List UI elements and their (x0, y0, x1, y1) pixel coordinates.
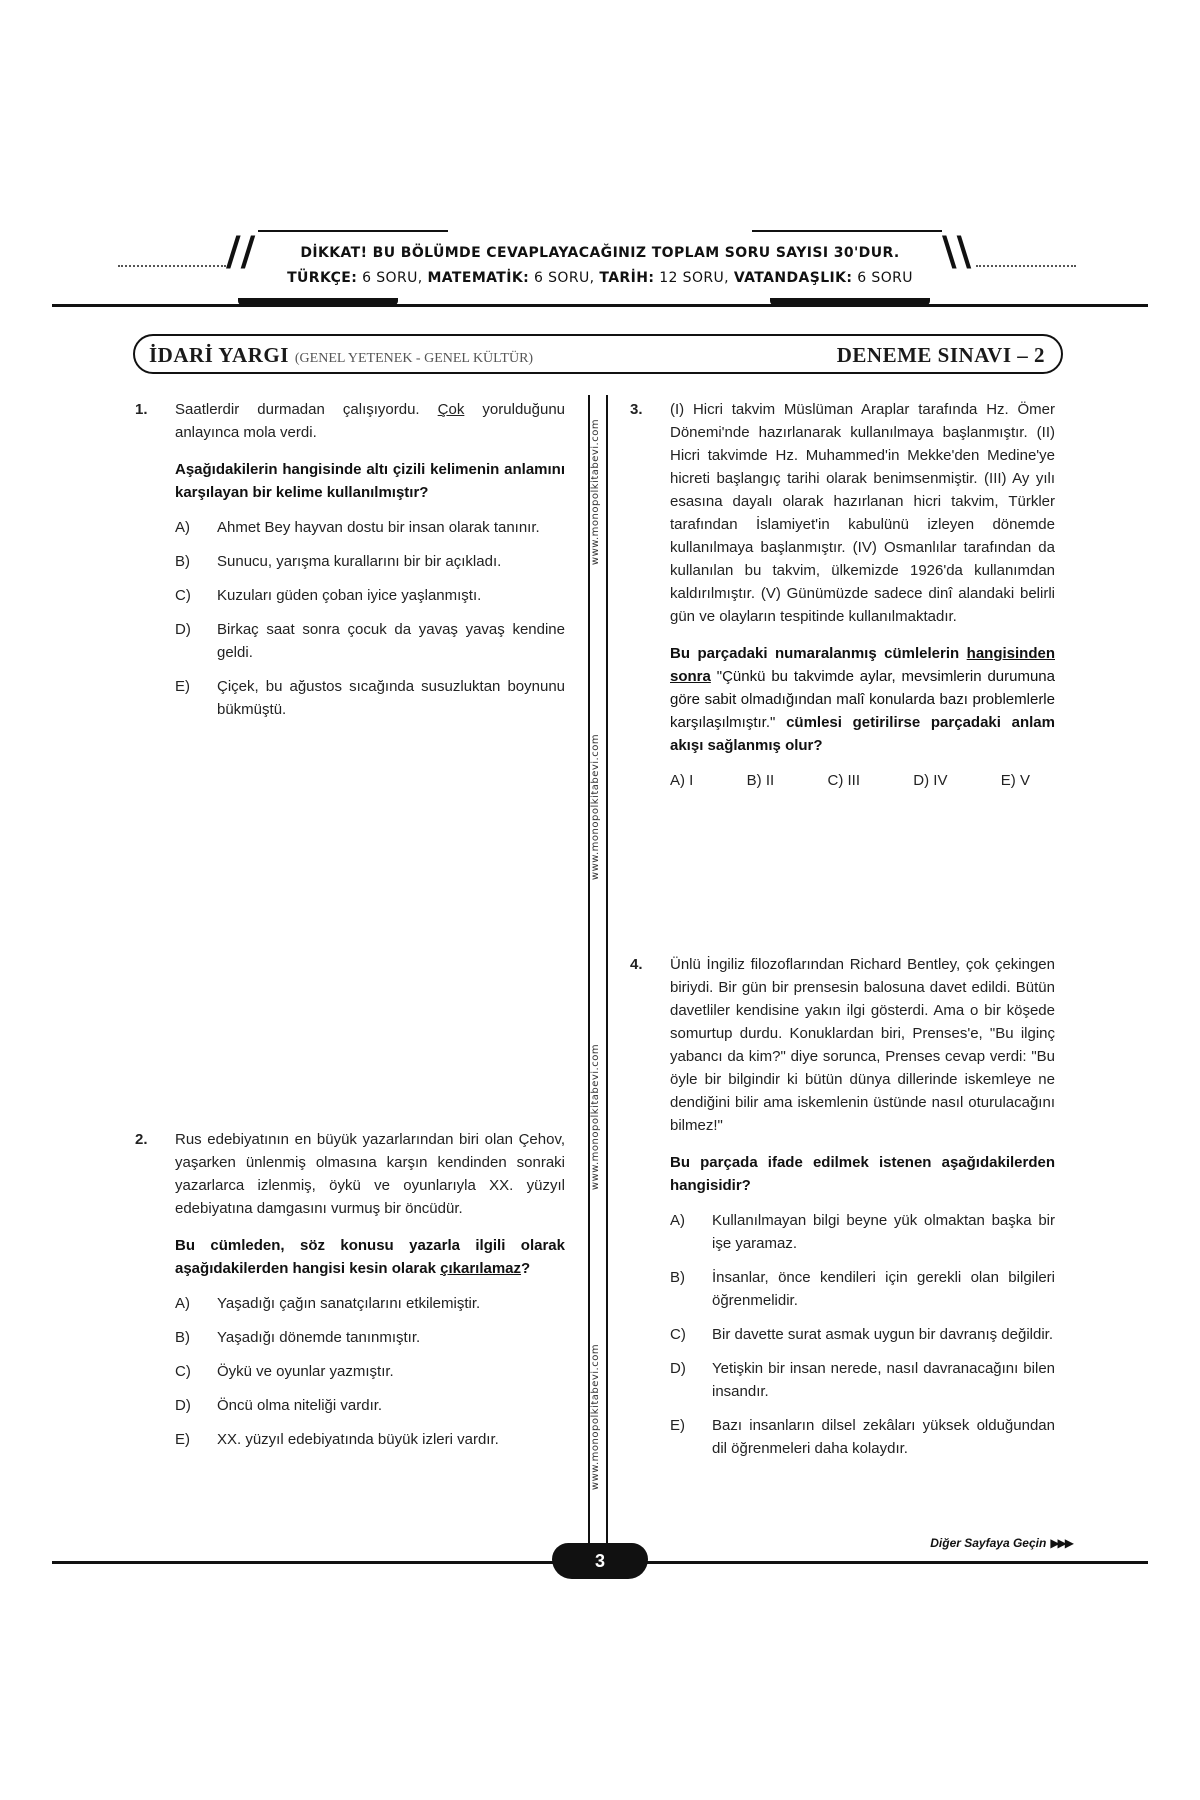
exam-title (149, 343, 533, 368)
option-text: Çiçek, bu ağustos sıcağında susuzluktan boynunu bükmüştü. (217, 678, 565, 718)
banner-bottom-rule (52, 304, 1148, 307)
option-text: Yaşadığı dönemde tanınmıştır. (217, 1329, 421, 1346)
underlined-phrase: hangisinden sonra (670, 645, 1055, 685)
question-stem: Ünlü İngiliz filozoflarından Richard Bentley, çok çekingen biriydi. Bir gün bir prensesin balosuna davet edildi. Bütün davetliler kendisine yakın ilgi gösterdi. Ama o bir köşede somurtup durdu. Konuklardan biri, Prenses'e, "Bu ilginç yabancı da kim?" diye sorunca, Prenses cevap verdi: "Bu öyle bir bilgindir ki bütün dünya dillerinde iskemleye ne dendiğini bilir ama iskemlenin üstünde nasıl oturulacağını bilmez!" (670, 956, 1055, 1134)
underlined-word: Çok (437, 401, 465, 418)
page-number: 3 (552, 1543, 648, 1579)
banner-right-dash (976, 265, 1076, 267)
option-text: Birkaç saat sonra çocuk da yavaş yavaş kendine geldi. (217, 621, 565, 661)
count-label-turkce: TÜRKÇE: (287, 270, 358, 286)
option-text: Kullanılmayan bilgi beyne yük olmaktan başka bir işe yaramaz. (712, 1212, 1055, 1252)
prompt-text: ? (521, 1260, 531, 1277)
question-prompt: Bu parçada ifade edilmek istenen aşağıdakilerden hangisidir? (670, 1154, 1055, 1194)
count-label-vatandaslik: VATANDAŞLIK: (733, 270, 853, 286)
banner-left-dash (118, 265, 226, 267)
count-value-vatandaslik: 6 SORU (852, 270, 913, 286)
option-c[interactable] (670, 1323, 1055, 1346)
question-2 (135, 1128, 565, 1462)
question-1 (135, 398, 565, 732)
option-letter: E) (175, 1431, 190, 1448)
option-d[interactable] (175, 1394, 565, 1417)
next-page-label: Diğer Sayfaya Geçin (930, 1536, 1047, 1550)
question-stem (175, 398, 565, 444)
question-prompt (670, 642, 1055, 757)
question-number: 1. (135, 401, 148, 418)
inline-options (670, 769, 1030, 792)
banner-warning: DİKKAT! BU BÖLÜMDE CEVAPLAYACAĞINIZ TOPLAM SORU SAYISI 30'DUR. (300, 245, 900, 261)
option-a[interactable] (175, 1292, 565, 1315)
arrow-right-icon: ▶▶▶ (1050, 1536, 1072, 1550)
question-stem: Rus edebiyatının en büyük yazarlarından biri olan Çehov, yaşarken ünlenmiş olmasına karşın kendinden sonraki yazarlarca izlenmiş, öykü ve oyunlarıyla XX. yüzyıl edebiyatına damgasını vurmuş bir öncüdür. (175, 1131, 565, 1217)
option-letter: E) (670, 1417, 685, 1434)
option-letter: D) (175, 1397, 191, 1414)
option-a[interactable] (670, 1209, 1055, 1255)
option-letter: E) (175, 678, 190, 695)
question-number: 3. (630, 401, 643, 418)
option-text: Yaşadığı çağın sanatçılarını etkilemiştir. (217, 1295, 481, 1312)
question-number: 4. (630, 956, 643, 973)
watermark-3: www.monopolkitabevi.com (590, 1043, 601, 1191)
option-text: Bir davette surat asmak uygun bir davranış değildir. (712, 1326, 1054, 1343)
option-letter: A) (175, 1295, 190, 1312)
option-text: Öncü olma niteliği vardır. (217, 1397, 383, 1414)
option-letter: A) (670, 1212, 685, 1229)
option-text: Öykü ve oyunlar yazmıştır. (217, 1363, 394, 1380)
option-b[interactable] (670, 1266, 1055, 1312)
question-4 (630, 953, 1055, 1471)
exam-title-text: İDARİ YARGI (149, 343, 289, 367)
stem-text: Saatlerdir durmadan çalışıyordu. (175, 401, 438, 418)
watermark-4: www.monopolkitabevi.com (590, 1343, 601, 1491)
option-text: Ahmet Bey hayvan dostu bir insan olarak tanınır. (217, 519, 540, 536)
next-page-link[interactable] (930, 1536, 1072, 1550)
question-prompt: Aşağıdakilerin hangisinde altı çizili kelimenin anlamını karşılayan bir kelime kullanılmıştır? (175, 461, 565, 501)
question-prompt (175, 1234, 565, 1280)
option-text: Sunucu, yarışma kurallarını bir bir açıkladı. (217, 553, 502, 570)
option-e[interactable]: E) V (1000, 772, 1030, 789)
option-e[interactable] (175, 1428, 565, 1451)
watermark-1: www.monopolkitabevi.com (590, 418, 601, 566)
option-d[interactable] (670, 1357, 1055, 1403)
quoted-sentence: "Çünkü bu takvimde aylar, mevsimlerin durumuna göre sabit olmadığından malî konularda bazı problemlerle karşılaşılmıştır." (670, 668, 1055, 731)
question-number: 2. (135, 1131, 148, 1148)
option-a[interactable]: A) I (670, 772, 694, 789)
column-divider-right (606, 395, 608, 1550)
option-letter: C) (175, 1363, 191, 1380)
prompt-text: Bu parçadaki numaralanmış cümlelerin (670, 645, 967, 662)
stem-text: yorulduğunu anlayınca mola verdi. (175, 401, 565, 441)
option-d[interactable]: D) IV (913, 772, 948, 789)
option-letter: C) (175, 587, 191, 604)
option-letter: B) (175, 553, 190, 570)
banner-right-slashes: \\ (942, 229, 972, 275)
exam-name: DENEME SINAVI – 2 (836, 343, 1045, 367)
prompt-text: cümlesi getirilirse parçadaki anlam akışı sağlanmış olur? (670, 714, 1055, 754)
option-e[interactable] (175, 675, 565, 721)
option-b[interactable]: B) II (746, 772, 775, 789)
option-letter: B) (175, 1329, 190, 1346)
option-d[interactable] (175, 618, 565, 664)
option-text: Yetişkin bir insan nerede, nasıl davranacağını bilen insandır. (712, 1360, 1055, 1400)
option-c[interactable] (175, 584, 565, 607)
banner-left-slashes: // (226, 229, 256, 275)
option-text: Bazı insanların dilsel zekâları yüksek olduğundan dil öğrenmeleri daha kolaydır. (712, 1417, 1055, 1457)
option-c[interactable]: C) III (827, 772, 860, 789)
option-b[interactable] (175, 1326, 565, 1349)
option-c[interactable] (175, 1360, 565, 1383)
banner-top-left-rule (258, 230, 448, 232)
option-e[interactable] (670, 1414, 1055, 1460)
question-3 (630, 398, 1055, 792)
exam-header (133, 334, 1063, 374)
prompt-text: Bu cümleden, söz konusu yazarla ilgili olarak aşağıdakilerden hangisi kesin olarak (175, 1237, 565, 1277)
option-letter: B) (670, 1269, 685, 1286)
option-b[interactable] (175, 550, 565, 573)
watermark-2: www.monopolkitabevi.com (590, 733, 601, 881)
count-value-turkce: 6 SORU, (357, 270, 428, 286)
banner-question-counts (0, 270, 1200, 286)
option-text: Kuzuları güden çoban iyice yaşlanmıştı. (217, 587, 482, 604)
option-text: XX. yüzyıl edebiyatında büyük izleri vardır. (217, 1431, 499, 1448)
option-text: İnsanlar, önce kendileri için gerekli olan bilgileri öğrenmelidir. (712, 1269, 1055, 1309)
option-letter: D) (175, 621, 191, 638)
option-letter: A) (175, 519, 190, 536)
question-stem: (I) Hicri takvim Müslüman Araplar tarafında Hz. Ömer Dönemi'nde hazırlanarak kullanılmaya başlanmıştır. (II) Hicri takvimde Hz. Muhammed'in Mekke'den Medine'ye hicreti başlangıç tarihi olarak benimsenmiştir. (III) Ay yılı esasına dayalı olarak hazırlanan hicri takvim, Türkler tarafından İslamiyet'in kabulünü izleyen dönemde kullanılmaya başlanmıştır. (IV) Osmanlılar tarafından da kullanılan bu takvim, ülkemizde 1926'da kullanımdan kaldırılmıştır. (V) Günümüzde sadece dinî alandaki belirli gün ve olayların tespitinde kullanılmaktadır. (670, 401, 1055, 625)
option-a[interactable] (175, 516, 565, 539)
count-label-matematik: MATEMATİK: (427, 270, 530, 286)
banner-top-right-rule (752, 230, 942, 232)
underlined-word: çıkarılamaz (440, 1260, 522, 1277)
count-value-tarih: 12 SORU, (654, 270, 734, 286)
count-value-matematik: 6 SORU, (529, 270, 600, 286)
option-letter: C) (670, 1326, 686, 1343)
option-letter: D) (670, 1360, 686, 1377)
exam-subtitle: (GENEL YETENEK - GENEL KÜLTÜR) (294, 351, 534, 366)
count-label-tarih: TARİH: (599, 270, 655, 286)
